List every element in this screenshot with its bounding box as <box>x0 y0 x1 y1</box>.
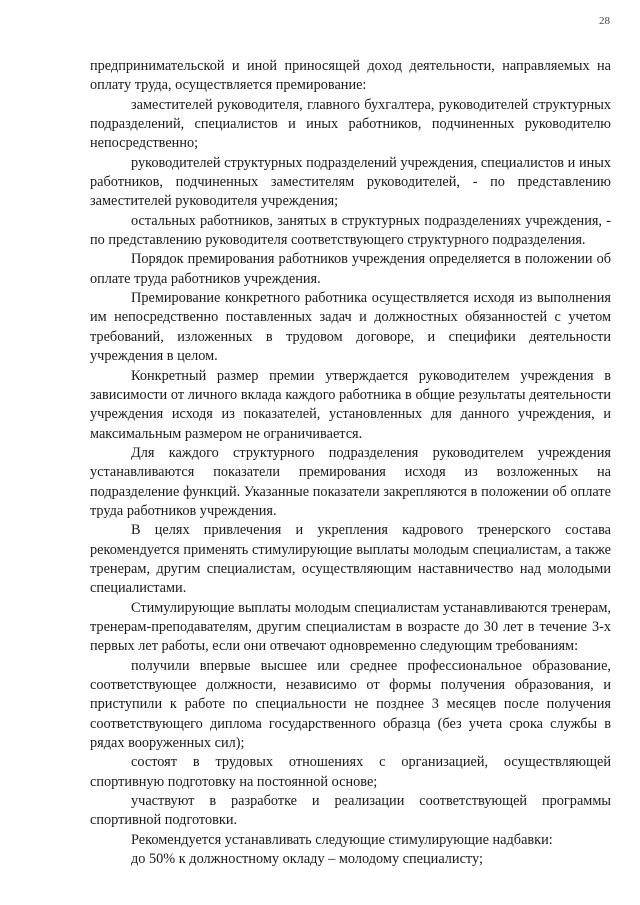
paragraph: Конкретный размер премии утверждается руководителем учреждения в зависимости от личного вклада каждого работника в общие результаты деятельности учреждения исходя из показателей, установленных для данного учреждения, и максимальным размером не ограничивается. <box>90 367 611 442</box>
document-body <box>90 57 611 869</box>
paragraph: участвуют в разработке и реализации соответствующей программы спортивной подготовки. <box>90 793 611 829</box>
paragraph: заместителей руководителя, главного бухгалтера, руководителей структурных подразделений, специалистов и иных работников, подчиненных руководителю непосредственно; <box>90 96 611 152</box>
paragraph: Рекомендуется устанавливать следующие стимулирующие надбавки: <box>131 831 553 848</box>
paragraph: В целях привлечения и укрепления кадрового тренерского состава рекомендуется применять стимулирующие выплаты молодым специалистам, а также тренерам, другим специалистам, осуществляющим наставничество над молодыми специалистами. <box>90 522 611 597</box>
paragraph: до 50% к должностному окладу – молодому специалисту; <box>131 851 483 868</box>
paragraph: предпринимательской и иной приносящей доход деятельности, направляемых на оплату труда, осуществляется премирование: <box>90 58 611 94</box>
paragraph: состоят в трудовых отношениях с организацией, осуществляющей спортивную подготовку на постоянной основе; <box>90 754 611 790</box>
paragraph: получили впервые высшее или среднее профессиональное образование, соответствующее должности, независимо от формы получения образования, и приступили к работе по специальности не позднее 3 месяцев после получения соответствующего диплома государственного образца (без учета срока службы в рядах вооруженных сил); <box>90 657 611 752</box>
paragraph: остальных работников, занятых в структурных подразделениях учреждения, - по представлению руководителя соответствующего структурного подразделения. <box>90 212 611 249</box>
page-number: 28 <box>599 15 610 27</box>
paragraph: Для каждого структурного подразделения руководителем учреждения устанавливаются показатели премирования исходя из возложенных на подразделение функций. Указанные показатели закрепляются в положении об оплате труда работников учреждения. <box>90 444 611 519</box>
paragraph: Премирование конкретного работника осуществляется исходя из выполнения им непосредственно поставленных задач и должностных обязанностей с учетом требований, изложенных в трудовом договоре, и специфики деятельности учреждения в целом. <box>90 290 611 365</box>
paragraph: руководителей структурных подразделений учреждения, специалистов и иных работников, подчиненных заместителям руководителей, - по представлению заместителей руководителя учреждения; <box>90 154 611 210</box>
paragraph: Стимулирующие выплаты молодым специалистам устанавливаются тренерам, тренерам-преподавателям, другим специалистам в возрасте до 30 лет в течение 3-х первых лет работы, если они отвечают одновременно следующим требованиям: <box>90 599 611 655</box>
paragraph: Порядок премирования работников учреждения определяется в положении об оплате труда работников учреждения. <box>90 251 611 287</box>
